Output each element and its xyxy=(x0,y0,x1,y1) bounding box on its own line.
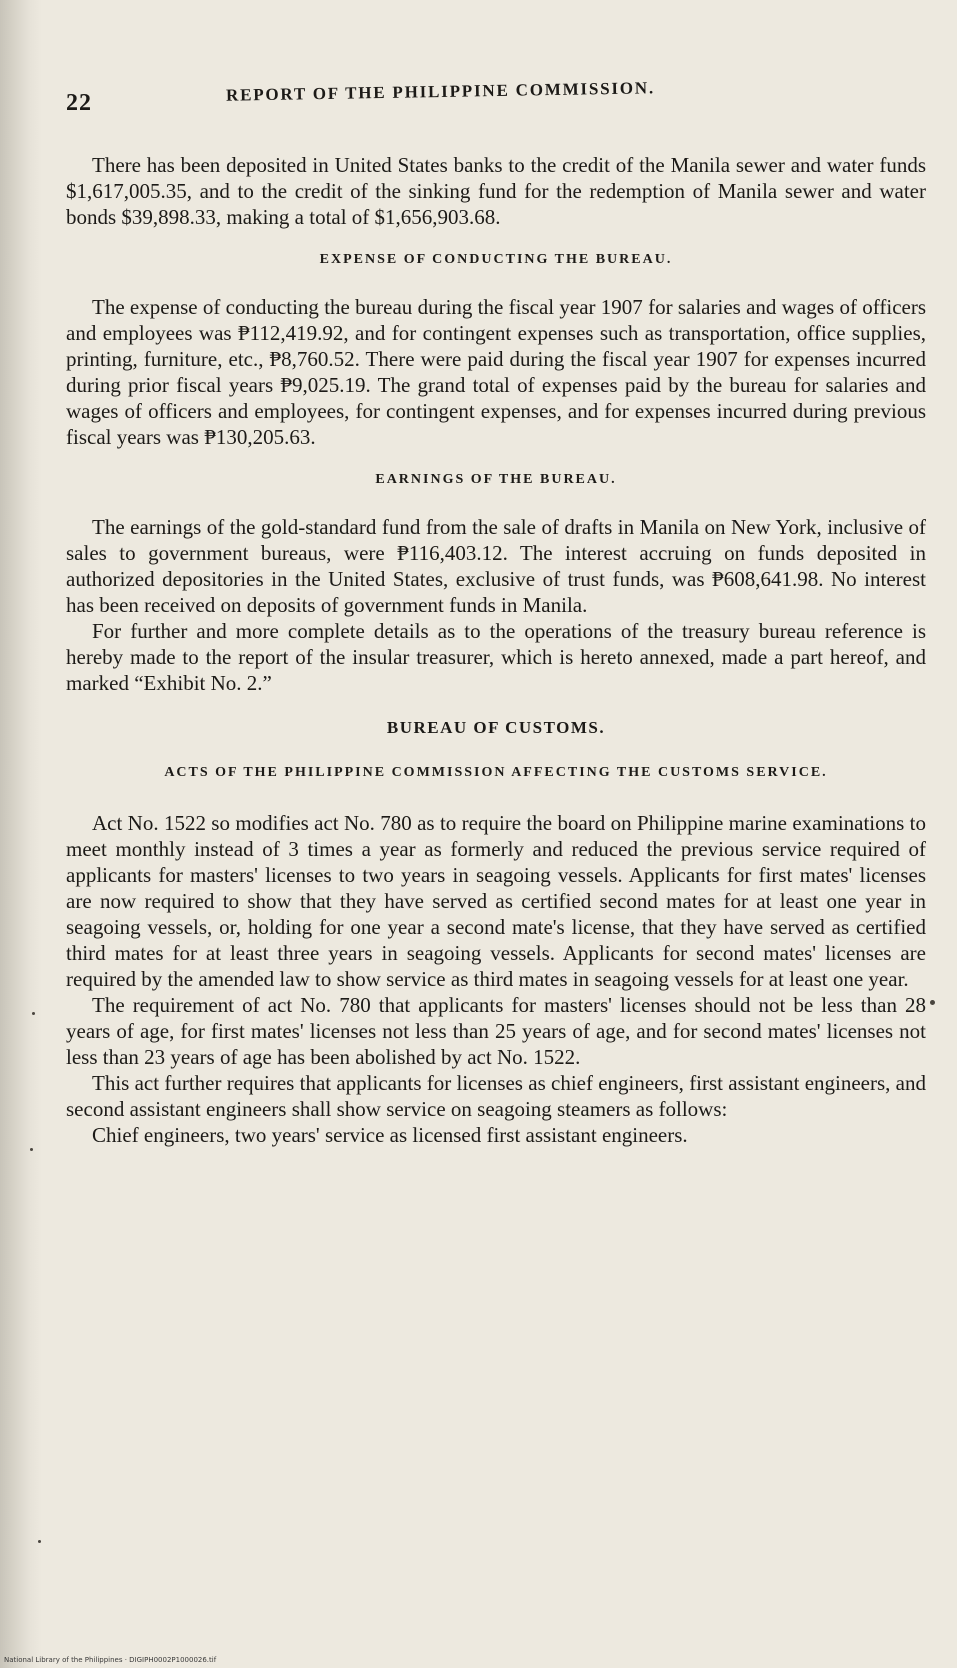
heading-bureau-of-customs: BUREAU OF CUSTOMS. xyxy=(386,718,606,737)
running-head: REPORT OF THE PHILIPPINE COMMISSION. xyxy=(225,78,656,105)
paragraph-expense: The expense of conducting the bureau during the fiscal year 1907 for salaries and wages of officers and employees was ₱112,419.92, and for contingent expenses such as transportation, office supplies, printing, furniture, etc., ₱8,760.52. There were paid during the fiscal year 1907 for expenses incurred during prior fiscal years ₱9,025.19. The grand total of expenses paid by the bureau for salaries and wages of officers and employees, for contingent expenses, and for expenses incurred during previous fiscal years was ₱130,205.63. xyxy=(66,295,926,449)
scan-speck xyxy=(38,1540,41,1543)
paragraph-engineer-requirements: This act further requires that applicants for licenses as chief engineers, first assistant engineers, and second assistant engineers shall show service on seagoing steamers as follows: xyxy=(66,1071,926,1121)
document-page xyxy=(66,78,926,1148)
scan-speck xyxy=(930,1000,935,1005)
paragraph-chief-engineers: Chief engineers, two years' service as licensed first assistant engineers. xyxy=(92,1123,688,1147)
paragraph-earnings: The earnings of the gold-standard fund from the sale of drafts in Manila on New York, inclusive of sales to government bureaus, were ₱116,403.12. The interest accruing on funds deposited in authorized depositories in the United States, exclusive of trust funds, was ₱608,641.98. No interest has been received on deposits of government funds in Manila. xyxy=(66,515,926,617)
scan-credit: National Library of the Philippines · DIGIPH0002P1000026.tif xyxy=(4,1656,217,1664)
paragraph-act-1522: Act No. 1522 so modifies act No. 780 as to require the board on Philippine marine examinations to meet monthly instead of 3 times a year as formerly and reduced the previous service required of applicants for masters' licenses to two years in seagoing vessels. Applicants for first mates' licenses are now required to show that they have served as certified second mates for at least one year in seagoing vessels, or, holding for one year a second mate's license, that they have served as certified third mates for at least three years in seagoing vessels. Applicants for second mates' licenses are required by the amended law to show service as third mates in seagoing vessels for at least one year. xyxy=(66,811,926,991)
scan-speck xyxy=(30,1148,33,1151)
paragraph-deposits: There has been deposited in United States banks to the credit of the Manila sewer and water funds $1,617,005.35, and to the credit of the sinking fund for the redemption of Manila sewer and water bonds $39,898.33, making a total of $1,656,903.68. xyxy=(66,153,926,229)
scan-binding-edge xyxy=(0,0,42,1668)
heading-acts-customs: ACTS OF THE PHILIPPINE COMMISSION AFFECTING THE CUSTOMS SERVICE. xyxy=(164,765,828,780)
page-header xyxy=(66,78,926,122)
page-number: 22 xyxy=(66,90,92,116)
paragraph-further-details: For further and more complete details as to the operations of the treasury bureau reference is hereby made to the report of the insular treasurer, which is hereto annexed, made a part hereof, and marked “Exhibit No. 2.” xyxy=(66,619,926,695)
heading-earnings: EARNINGS OF THE BUREAU. xyxy=(375,472,617,487)
paragraph-age-requirement: The requirement of act No. 780 that applicants for masters' licenses should not be less than 28 years of age, for first mates' licenses not less than 25 years of age, and for second mates' licenses not less than 23 years of age has been abolished by act No. 1522. xyxy=(66,993,926,1069)
heading-expense: EXPENSE OF CONDUCTING THE BUREAU. xyxy=(319,252,673,267)
scan-speck xyxy=(32,1012,35,1015)
